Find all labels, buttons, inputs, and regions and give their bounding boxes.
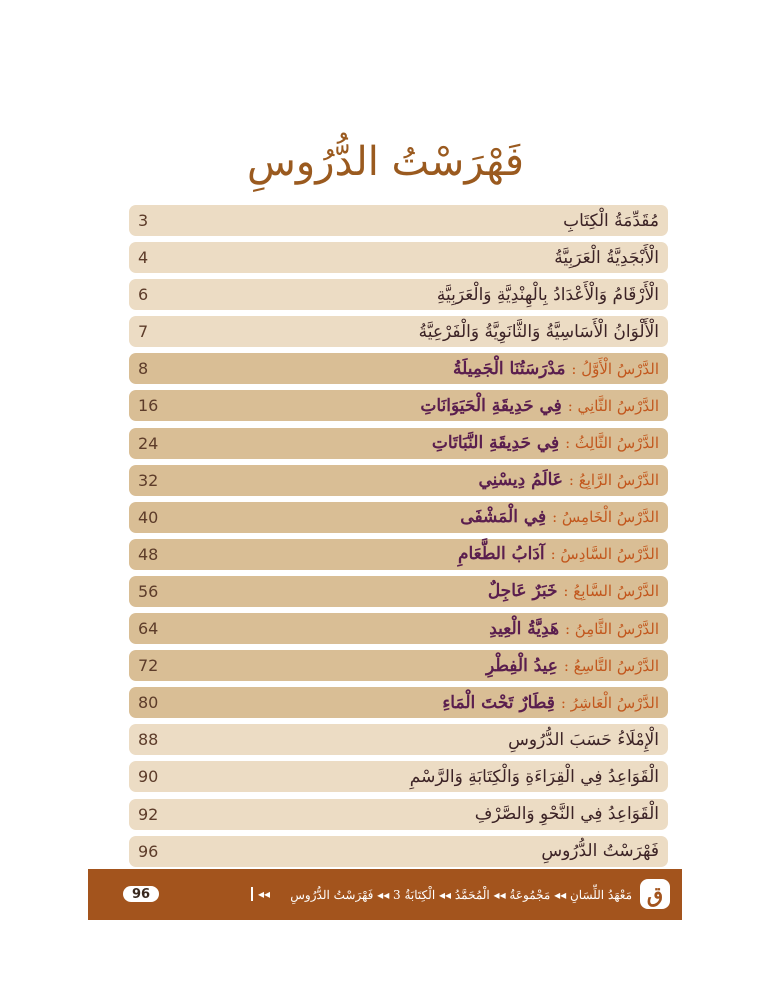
toc-entry[interactable] — [129, 539, 668, 570]
lesson-number-prefix: الدَّرْسُ الْأَوَّلُ : — [571, 359, 659, 378]
lesson-title: خَبَرٌ عَاجِلٌ — [487, 581, 558, 602]
toc-entry[interactable] — [129, 576, 668, 607]
toc-entry-label — [460, 507, 659, 527]
toc-entry[interactable] — [129, 502, 668, 533]
toc-entry-label — [442, 693, 659, 713]
lesson-number-prefix: الدَّرْسُ السَّابِعُ : — [563, 582, 659, 601]
toc-entry[interactable] — [129, 613, 668, 644]
toc-entry[interactable] — [129, 761, 668, 792]
lesson-title: هَدِيَّةُ الْعِيدِ — [489, 618, 560, 639]
toc-entry-label — [488, 581, 659, 601]
toc-page-number: 6 — [138, 285, 149, 305]
toc-entry-label — [478, 470, 659, 490]
toc-entry[interactable] — [129, 687, 668, 718]
toc-page-number: 7 — [138, 322, 149, 342]
lesson-number-prefix: الدَّرْسُ الْخَامِسُ : — [552, 508, 659, 527]
lesson-title: فِي حَدِيقَةِ الْحَيَوَانَاتِ — [420, 395, 562, 416]
toc-entry[interactable] — [129, 650, 668, 681]
toc-page-number: 4 — [138, 248, 149, 268]
lesson-number-prefix: الدَّرْسُ الْعَاشِرُ : — [560, 693, 659, 712]
toc-entry-label: الْأَرْقَامُ وَالْأَعْدَادُ بِالْهِنْدِيَّةِ وَالْعَرَبِيَّةِ — [436, 284, 659, 305]
toc-page-number: 92 — [138, 804, 159, 824]
toc-entry-label — [486, 656, 659, 676]
toc-entry[interactable] — [129, 390, 668, 421]
footer-breadcrumb: مَعْهَدُ اللِّسَانِ ◂◂ مَجْمُوعَةُ ◂◂ الْمُحَمَّدُ ◂◂ الْكِتَابَةُ 3 ◂◂ فَهْرَسْتُ الدُّرُوسِ — [290, 887, 632, 902]
lesson-number-prefix: الدَّرْسُ الثَّامِنُ : — [564, 619, 659, 638]
lesson-title: فِي الْمَشْفَى — [460, 507, 547, 528]
toc-entry-label: فَهْرَسْتُ الدُّرُوسِ — [541, 841, 659, 862]
toc-entry[interactable] — [129, 465, 668, 496]
toc-entry[interactable] — [129, 428, 668, 459]
toc-page-number: 90 — [138, 767, 159, 787]
toc-entry-label: الْأَبْجَدِيَّةُ الْعَرَبِيَّةُ — [554, 247, 659, 268]
lesson-title: مَدْرَسَتُنَا الْجَمِيلَةُ — [453, 358, 566, 379]
toc-entry-label — [453, 359, 659, 379]
toc-page-number: 64 — [138, 619, 159, 639]
lesson-number-prefix: الدَّرْسُ الثَّانِي : — [567, 396, 659, 415]
toc-page-number: 56 — [138, 581, 159, 601]
toc-page-number: 16 — [138, 396, 159, 416]
toc-entry[interactable] — [129, 724, 668, 755]
toc-page-number: 96 — [138, 841, 159, 861]
toc-entry-label — [489, 619, 659, 639]
lesson-number-prefix: الدَّرْسُ الثَّالِثُ : — [565, 434, 659, 453]
page-title: فَهْرَسْتُ الدُّرُوسِ — [247, 139, 524, 185]
lesson-title: قِطَارٌ تَحْتَ الْمَاءِ — [442, 692, 555, 713]
toc-entry-label: الْقَوَاعِدُ فِي الْقِرَاءَةِ وَالْكِتَابَةِ وَالرَّسْمِ — [409, 766, 659, 787]
book-logo-badge: ق — [640, 879, 670, 909]
toc-page-number: 72 — [138, 656, 159, 676]
toc-page-number: 80 — [138, 693, 159, 713]
lesson-number-prefix: الدَّرْسُ السَّادِسُ : — [550, 545, 659, 564]
toc-page-number: 40 — [138, 507, 159, 527]
table-of-contents — [129, 205, 668, 873]
toc-entry-label: الْقَوَاعِدُ فِي النَّحْوِ وَالصَّرْفِ — [474, 804, 659, 824]
toc-page-number: 24 — [138, 433, 159, 453]
toc-entry-label — [458, 544, 659, 564]
footer-page-number: 96 — [123, 886, 159, 902]
toc-page-number: 8 — [138, 359, 149, 379]
lesson-title: آدَابُ الطَّعَامِ — [457, 544, 545, 565]
toc-page-number: 88 — [138, 730, 159, 750]
toc-entry[interactable] — [129, 205, 668, 236]
toc-entry[interactable] — [129, 353, 668, 384]
toc-entry-label — [420, 396, 659, 416]
toc-page-number: 3 — [138, 211, 149, 230]
lesson-title: فِي حَدِيقَةِ النَّبَاتَاتِ — [431, 433, 560, 454]
toc-entry[interactable] — [129, 799, 668, 830]
lesson-number-prefix: الدَّرْسُ الرَّابِعُ : — [568, 471, 659, 490]
toc-entry[interactable] — [129, 242, 668, 273]
toc-entry[interactable] — [129, 836, 668, 867]
toc-entry-label: مُقَدِّمَةُ الْكِتَابِ — [563, 210, 659, 231]
lesson-title: عَالَمُ دِيسْنِي — [478, 470, 563, 491]
toc-entry-label: الْإِمْلَاءُ حَسَبَ الدُّرُوسِ — [508, 729, 659, 750]
toc-entry-label — [432, 433, 659, 453]
toc-entry[interactable] — [129, 316, 668, 347]
lesson-title: عِيدُ الْفِطْرِ — [485, 655, 558, 676]
toc-entry-label: الْأَلْوَانُ الْأَسَاسِيَّةُ وَالثَّانَوِيَّةُ وَالْفَرْعِيَّةُ — [418, 321, 659, 342]
toc-entry[interactable] — [129, 279, 668, 310]
toc-page-number: 32 — [138, 470, 159, 490]
lesson-number-prefix: الدَّرْسُ التَّاسِعُ : — [563, 656, 659, 675]
toc-page-number: 48 — [138, 544, 159, 564]
footer-divider — [251, 887, 253, 901]
page-footer — [88, 869, 682, 920]
previous-arrows-icon[interactable]: ◂◂ — [258, 887, 271, 901]
